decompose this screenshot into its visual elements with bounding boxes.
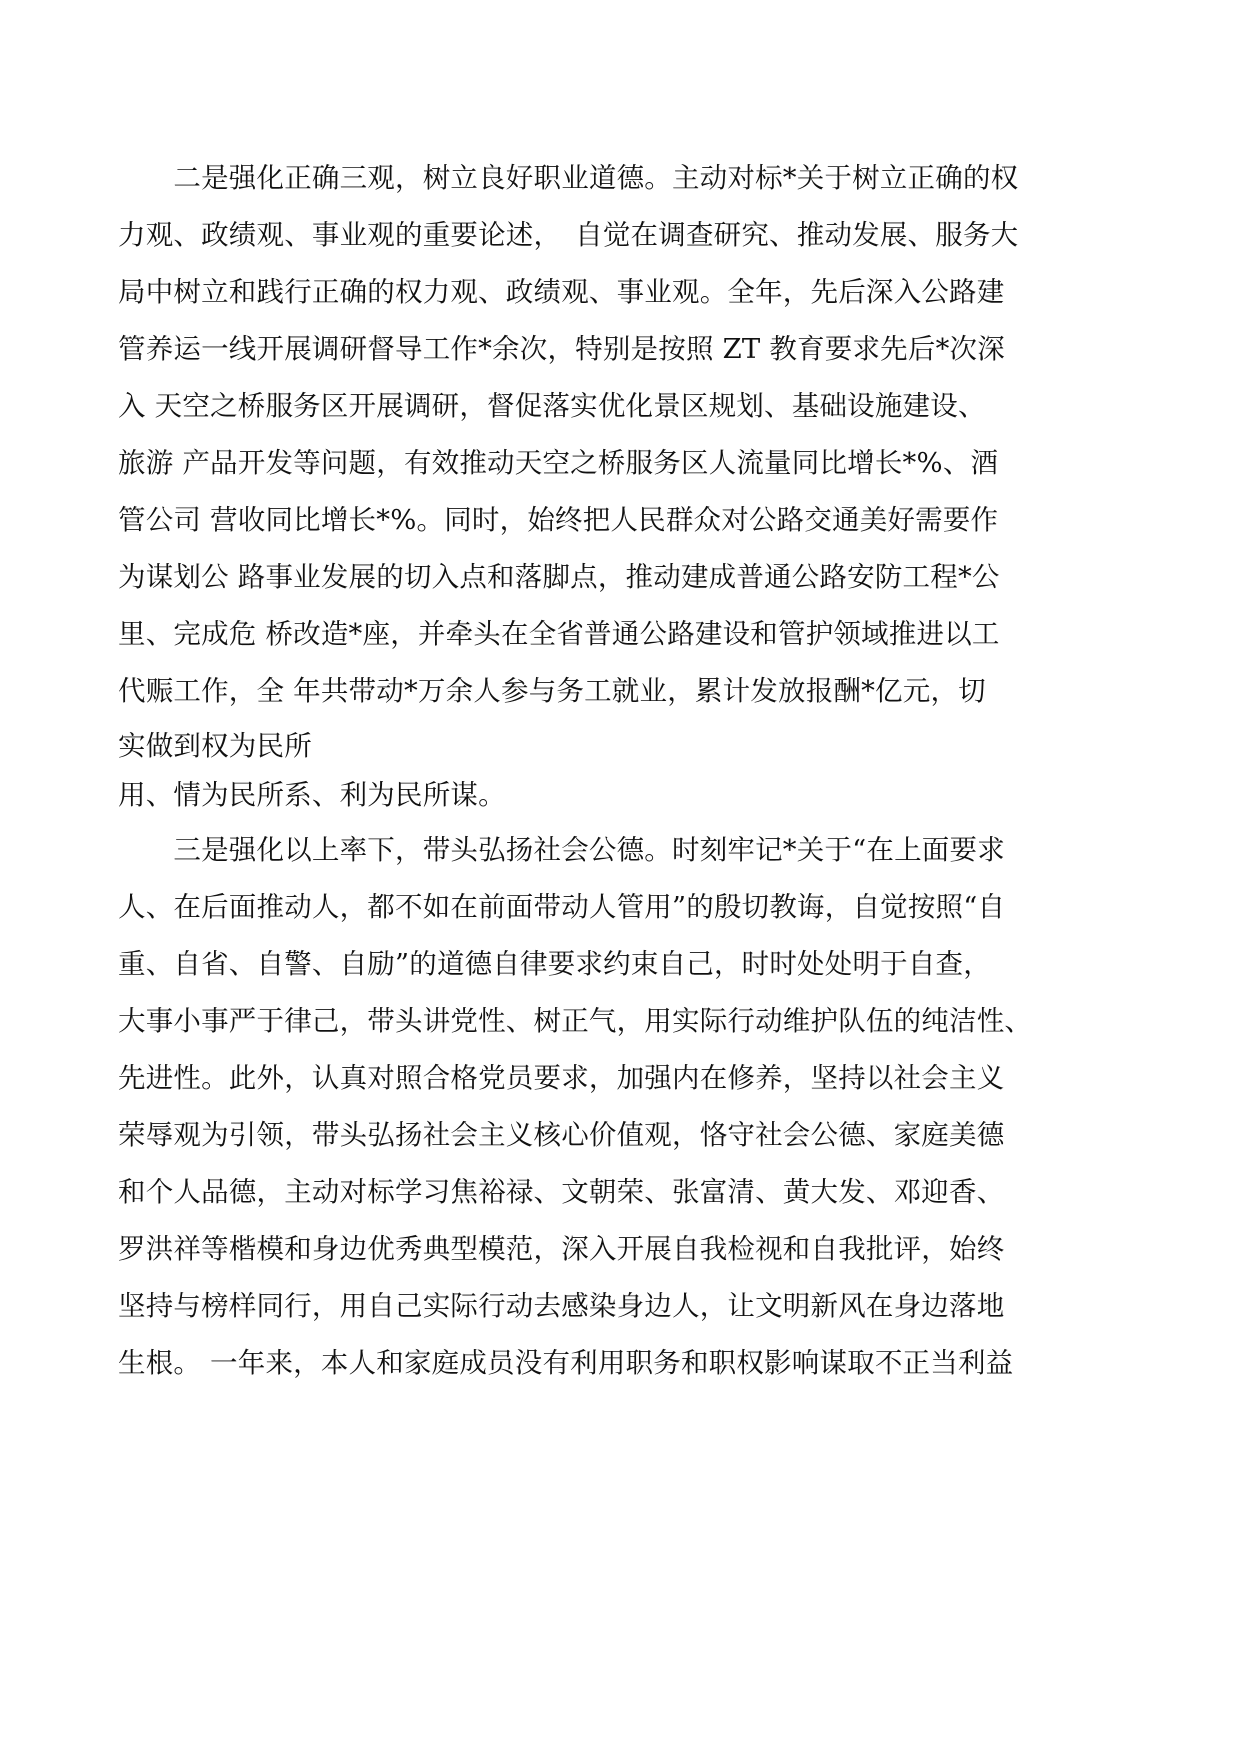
text-line: 为谋划公 路事业发展的切入点和落脚点，推动建成普通公路安防工程*公: [118, 561, 1000, 593]
text-line: 重、自省、自警、自励”的道德自律要求约束自己，时时处处明于自查，: [118, 948, 991, 980]
text-line: 荣辱观为引领，带头弘扬社会主义核心价值观，恪守社会公德、家庭美德: [118, 1119, 1005, 1151]
text-line: 罗洪祥等楷模和身边优秀典型模范，深入开展自我检视和自我批评，始终: [118, 1233, 1005, 1265]
text-line: 先进性。此外，认真对照合格党员要求，加强内在修养，坚持以社会主义: [118, 1062, 1005, 1094]
text-line: 旅游 产品开发等问题，有效推动天空之桥服务区人流量同比增长*%、酒: [118, 447, 999, 479]
text-line: 用、情为民所系、利为民所谋。: [118, 779, 506, 811]
text-line: 二是强化正确三观，树立良好职业道德。主动对标*关于树立正确的权: [118, 162, 1019, 194]
text-line: 三是强化以上率下，带头弘扬社会公德。时刻牢记*关于“在上面要求: [118, 834, 1005, 866]
text-line: 局中树立和践行正确的权力观、政绩观、事业观。全年，先后深入公路建: [118, 276, 1005, 308]
text-line: 和个人品德，主动对标学习焦裕禄、文朝荣、张富清、黄大发、邓迎香、: [118, 1176, 1005, 1208]
text-line: 入 天空之桥服务区开展调研，督促落实优化景区规划、基础设施建设、: [118, 390, 986, 422]
text-line: 管养运一线开展调研督导工作*余次，特别是按照 ZT 教育要求先后*次深: [118, 333, 1005, 365]
text-line: 力观、政绩观、事业观的重要论述， 自觉在调查研究、推动发展、服务大: [118, 219, 1019, 251]
text-line: 实做到权为民所: [118, 730, 312, 762]
text-line: 里、完成危 桥改造*座，并牵头在全省普通公路建设和管护领域推进以工: [118, 618, 1000, 650]
text-line: 大事小事严于律己，带头讲党性、树正气，用实际行动维护队伍的纯洁性、: [118, 1005, 1033, 1037]
text-line: 人、在后面推动人，都不如在前面带动人管用”的殷切教诲，自觉按照“自: [118, 891, 1006, 923]
text-line: 生根。 一年来，本人和家庭成员没有利用职务和职权影响谋取不正当利益: [118, 1347, 1014, 1379]
text-line: 管公司 营收同比增长*%。同时，始终把人民群众对公路交通美好需要作: [118, 504, 999, 536]
text-line: 代赈工作，全 年共带动*万余人参与务工就业，累计发放报酬*亿元，切: [118, 675, 986, 707]
text-line: 坚持与榜样同行，用自己实际行动去感染身边人，让文明新风在身边落地: [118, 1290, 1005, 1322]
